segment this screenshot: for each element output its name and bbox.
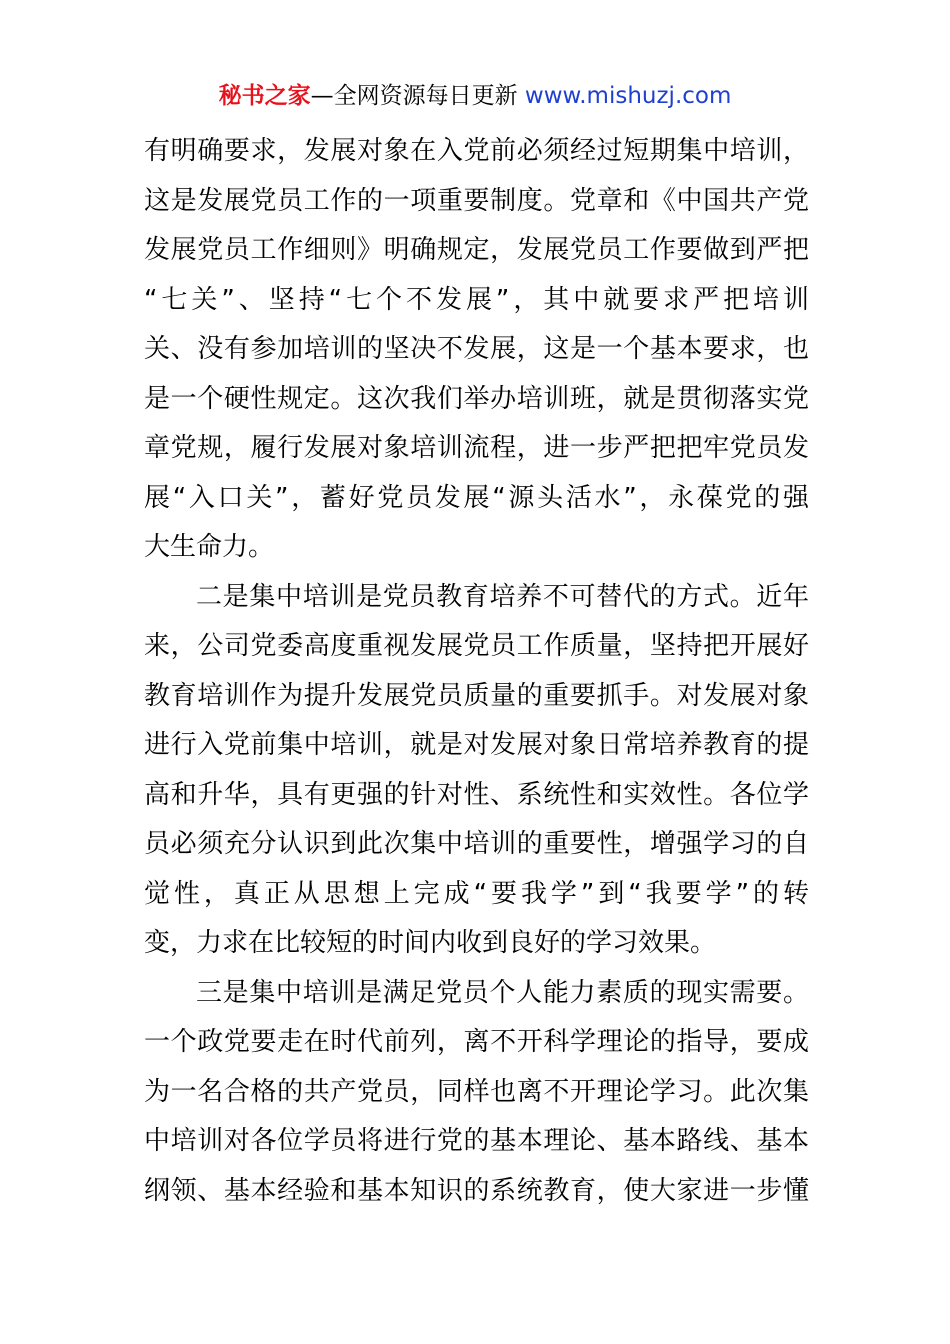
header-tagline: —全网资源每日更新: [310, 83, 525, 109]
site-header: [0, 80, 950, 112]
text-line: 章党规，履行发展对象培训流程，进一步严把把牢党员发: [144, 433, 809, 463]
text-line: 进行入党前集中培训，就是对发展对象日常培养教育的提: [144, 730, 809, 760]
paragraph-1: [144, 127, 809, 573]
text-line: 觉性，真正从思想上完成“要我学”到“我要学”的转: [144, 878, 809, 909]
text-line: 为一名合格的共产党员，同样也离不开理论学习。此次集: [144, 1076, 809, 1107]
text-line: 变，力求在比较短的时间内收到良好的学习效果。: [144, 928, 717, 958]
paragraph-3: [144, 969, 809, 1217]
text-line: 发展党员工作细则》明确规定，发展党员工作要做到严把: [144, 235, 809, 265]
text-line: 教育培训作为提升发展党员质量的重要抓手。对发展对象: [144, 680, 809, 711]
text-line: 来，公司党委高度重视发展党员工作质量，坚持把开展好: [144, 631, 809, 661]
text-line: 纲领、基本经验和基本知识的系统教育，使大家进一步懂: [144, 1175, 809, 1206]
text-line: 二是集中培训是党员教育培养不可替代的方式。近年: [196, 581, 809, 612]
text-line: “七关”、坚持“七个不发展”，其中就要求严把培训: [144, 284, 809, 315]
site-url-link[interactable]: www.mishuzj.com: [524, 83, 732, 109]
text-line: 中培训对各位学员将进行党的基本理论、基本路线、基本: [144, 1126, 809, 1156]
text-line: 三是集中培训是满足党员个人能力素质的现实需要。: [196, 977, 809, 1008]
text-line: 一个政党要走在时代前列，离不开科学理论的指导，要成: [144, 1027, 809, 1057]
text-line: 是一个硬性规定。这次我们举办培训班，就是贯彻落实党: [144, 383, 809, 414]
text-line: 关、没有参加培训的坚决不发展，这是一个基本要求，也: [144, 334, 809, 364]
text-line: 有明确要求，发展对象在入党前必须经过短期集中培训，: [144, 136, 809, 166]
text-line: 员必须充分认识到此次集中培训的重要性，增强学习的自: [144, 829, 809, 859]
brand-name: 秘书之家: [218, 83, 311, 109]
text-line: 大生命力。: [144, 532, 275, 562]
document-body: [144, 127, 809, 1216]
text-line: 高和升华，具有更强的针对性、系统性和实效性。各位学: [144, 779, 809, 810]
paragraph-2: [144, 573, 809, 969]
text-line: 展“入口关”，蓄好党员发展“源头活水”，永葆党的强: [144, 482, 809, 513]
text-line: 这是发展党员工作的一项重要制度。党章和《中国共产党: [144, 185, 809, 216]
